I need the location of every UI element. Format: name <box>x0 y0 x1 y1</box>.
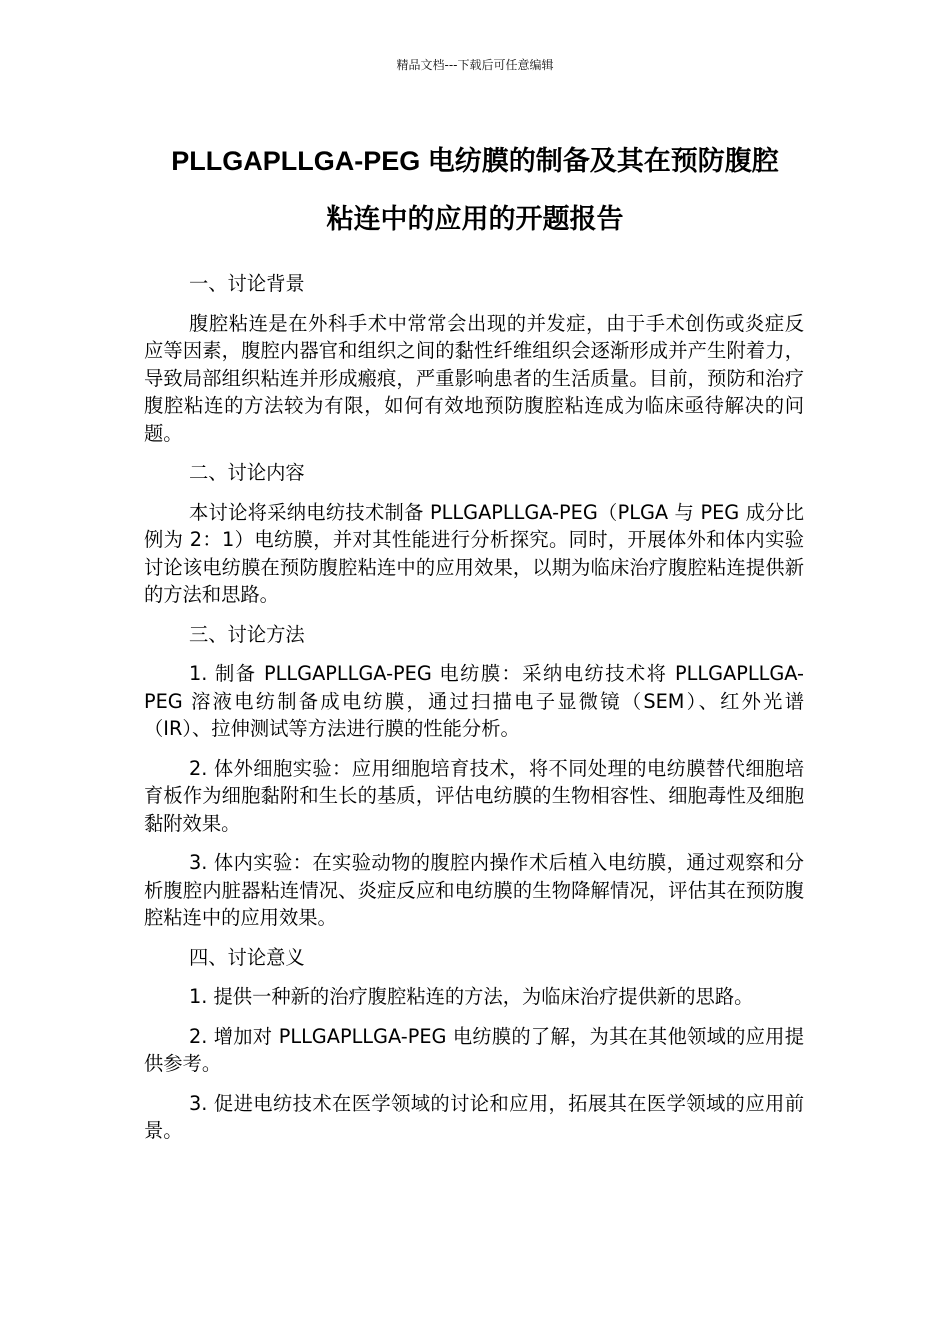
document-title-line-1: PLLGAPLLGA-PEG 电纺膜的制备及其在预防腹腔 <box>171 146 779 176</box>
document-title-line-2: 粘连中的应用的开题报告 <box>326 204 624 234</box>
section-heading-content: 二、讨论内容 <box>189 461 305 484</box>
content-paragraph: 本讨论将采纳电纺技术制备 PLLGAPLLGA-PEG（PLGA 与 PEG 成分比例为 2：1）电纺膜，并对其性能进行分析探究。同时，开展体外和体内实验讨论该电纺膜在预防腹腔粘连中的应用效果，以期为临床治疗腹腔粘连提供新的方法和思路。 <box>144 500 804 606</box>
section-heading-background: 一、讨论背景 <box>189 272 305 295</box>
document-title <box>120 132 830 248</box>
section-heading-methods: 三、讨论方法 <box>189 622 305 646</box>
methods-item-1: 1. 制备 PLLGAPLLGA-PEG 电纺膜：采纳电纺技术将 PLLGAPLLGA-PEG 溶液电纺制备成电纺膜，通过扫描电子显微镜（SEM）、红外光谱（IR）、拉伸测试等方法进行膜的性能分析。 <box>144 662 804 740</box>
section-heading-significance: 四、讨论意义 <box>189 945 305 969</box>
significance-item-1: 1. 提供一种新的治疗腹腔粘连的方法，为临床治疗提供新的思路。 <box>189 985 754 1008</box>
page-header-watermark: 精品文档---下载后可任意编辑 <box>396 58 554 72</box>
significance-item-2: 2. 增加对 PLLGAPLLGA-PEG 电纺膜的了解，为其在其他领域的应用提供参考。 <box>144 1024 804 1075</box>
document-body <box>144 270 804 1157</box>
background-paragraph: 腹腔粘连是在外科手术中常常会出现的并发症，由于手术创伤或炎症反应等因素，腹腔内器官和组织之间的黏性纤维组织会逐渐形成并产生附着力，导致局部组织粘连并形成瘢痕，严重影响患者的生活质量。目前，预防和治疗腹腔粘连的方法较为有限，如何有效地预防腹腔粘连成为临床亟待解决的问题。 <box>144 311 804 445</box>
methods-item-3: 3. 体内实验：在实验动物的腹腔内操作术后植入电纺膜，通过观察和分析腹腔内脏器粘连情况、炎症反应和电纺膜的生物降解情况，评估其在预防腹腔粘连中的应用效果。 <box>144 851 804 929</box>
significance-item-3: 3. 促进电纺技术在医学领域的讨论和应用，拓展其在医学领域的应用前景。 <box>144 1091 804 1142</box>
methods-item-2: 2. 体外细胞实验：应用细胞培育技术，将不同处理的电纺膜替代细胞培育板作为细胞黏附和生长的基质，评估电纺膜的生物相容性、细胞毒性及细胞黏附效果。 <box>144 756 804 835</box>
